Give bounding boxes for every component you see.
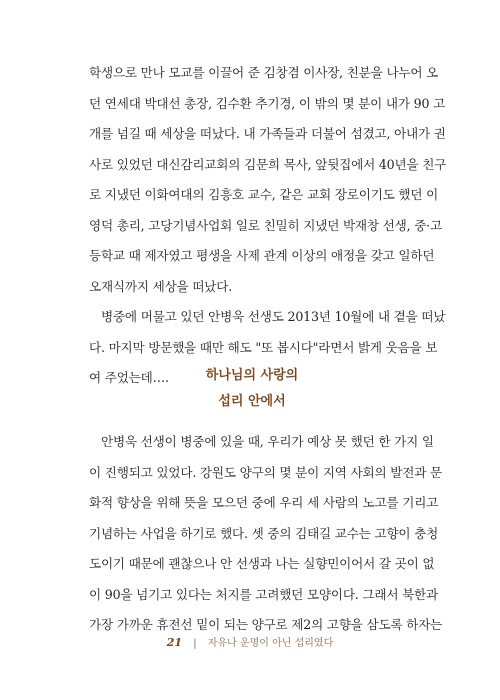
text-line: 여 주었는데…. [89,370,169,385]
paragraph-1 [89,58,447,302]
section-heading [89,363,415,415]
footer-separator: | [193,638,197,649]
text-line: 영덕 총리, 고당기념사업회 일로 친밀히 지냈던 박재창 선생, 중·고 [89,217,442,233]
section-heading-line-2: 섭리 안에서 [218,394,286,409]
text-line: 이 진행되고 있었다. 강원도 양구의 몇 분이 지역 사회의 발전과 문 [89,464,442,480]
text-line: 개를 넘길 때 세상을 떠났다. 내 가족들과 더불어 섬겼고, 아내가 권 [89,126,446,141]
text-line: 화적 향상을 위해 뜻을 모으던 중에 우리 세 사람의 노고를 기리고 [89,495,439,510]
text-line: 로 지냈던 이화여대의 김흥호 교수, 같은 교회 장로이기도 했던 이 [89,187,439,202]
text-line: 안병욱 선생이 병중에 있을 때, 우리가 예상 못 했던 한 가지 일 [101,434,434,449]
text-line: 가장 가까운 휴전선 밑이 되는 양구로 제2의 고향을 삼도록 하자는 [89,617,443,632]
body-text-top [89,58,447,394]
paragraph-3 [89,427,443,641]
text-line: 병중에 머물고 있던 안병욱 선생도 2013년 10월에 내 곁을 떠났 [101,309,446,324]
section-heading-line-1: 하나님의 사랑의 [205,368,299,383]
page-footer [0,634,500,649]
text-line: 기념하는 사업을 하기로 했다. 셋 중의 김태길 교수는 고향이 충청 [89,525,439,541]
text-line: 학생으로 만나 모교를 이끌어 준 김창겸 이사장, 친분을 나누어 오 [89,65,439,80]
running-title: 자유나 운명이 아닌 섭리였다 [207,638,334,649]
text-line: 다. 마지막 방문했을 때만 해도 "또 봅시다"라면서 밝게 웃음을 보 [89,339,438,355]
text-line: 사로 있었던 대신감리교회의 김문희 목사, 앞뒷집에서 40년을 친구 [89,156,447,172]
text-line: 도이기 때문에 괜찮으나 안 선생과 나는 실향민이어서 갈 곳이 없 [89,556,435,571]
body-text-bottom [89,427,443,641]
text-line: 등학교 때 제자였고 평생을 사제 관계 이상의 애정을 갖고 일하던 [89,248,435,263]
text-line: 오재식까지 세상을 떠났다. [89,278,233,294]
page-number: 21 [166,636,183,649]
text-line: 던 연세대 박대선 총장, 김수환 추기경, 이 밖의 몇 분이 내가 90 고 [89,95,446,111]
text-line: 이 90을 넘기고 있다는 처지를 고려했던 모양이다. 그래서 북한과 [89,586,438,602]
